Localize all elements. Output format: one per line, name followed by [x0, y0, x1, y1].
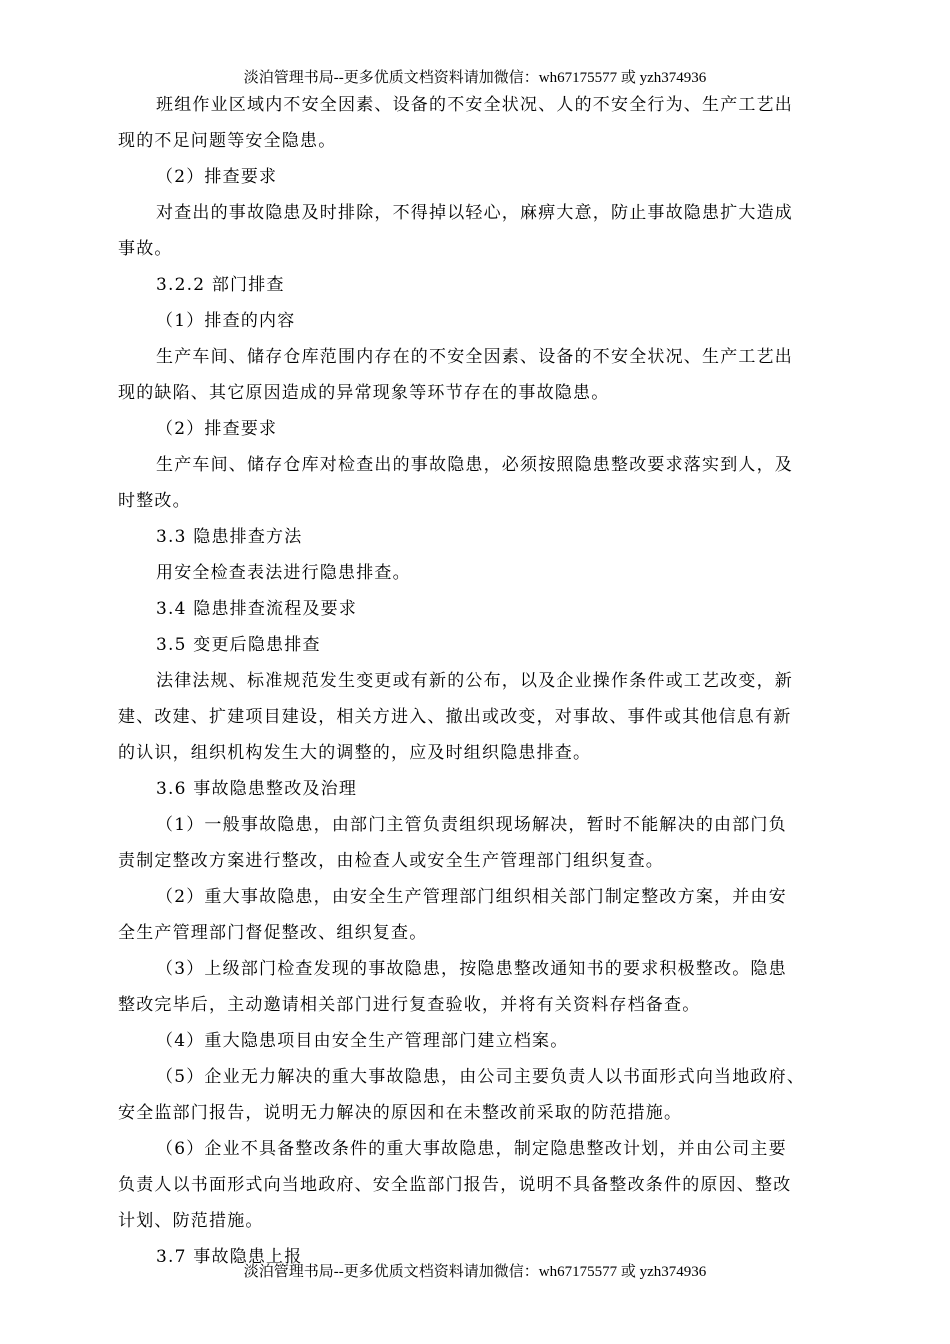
text-line: （2）重大事故隐患，由安全生产管理部门组织相关部门制定整改方案，并由安: [156, 887, 787, 907]
text-line: （4）重大隐患项目由安全生产管理部门建立档案。: [156, 1031, 569, 1051]
text-line: （5）企业无力解决的重大事故隐患，由公司主要负责人以书面形式向当地政府、: [156, 1067, 806, 1087]
text-line: （6）企业不具备整改条件的重大事故隐患，制定隐患整改计划，并由公司主要: [156, 1139, 787, 1159]
page-header-watermark: 淡泊管理书局--更多优质文档资料请加微信：wh67175577 或 yzh374936: [243, 70, 707, 86]
text-line: 负责人以书面形式向当地政府、安全监部门报告，说明不具备整改条件的原因、整改: [118, 1175, 792, 1195]
text-line: 安全监部门报告，说明无力解决的原因和在未整改前采取的防范措施。: [118, 1103, 683, 1123]
text-line: 现的不足问题等安全隐患。: [118, 131, 337, 151]
text-line: 法律法规、标准规范发生变更或有新的公布，以及企业操作条件或工艺改变，新: [156, 671, 793, 691]
text-line: 整改完毕后，主动邀请相关部门进行复查验收，并将有关资料存档备查。: [118, 995, 701, 1015]
text-line: 对查出的事故隐患及时排除，不得掉以轻心，麻痹大意，防止事故隐患扩大造成: [156, 203, 793, 223]
text-line: （3）上级部门检查发现的事故隐患，按隐患整改通知书的要求积极整改。隐患: [156, 959, 787, 979]
text-line: 全生产管理部门督促整改、组织复查。: [118, 923, 428, 943]
text-line: 用安全检查表法进行隐患排查。: [156, 563, 411, 583]
text-line: 3.4 隐患排查流程及要求: [156, 599, 358, 619]
text-line: 3.7 事故隐患上报: [156, 1247, 303, 1267]
text-line: （1）一般事故隐患，由部门主管负责组织现场解决，暂时不能解决的由部门负: [156, 815, 787, 835]
text-line: 计划、防范措施。: [118, 1211, 264, 1231]
document-body: [118, 87, 834, 1275]
text-line: （2）排查要求: [156, 419, 278, 439]
text-line: 的认识，组织机构发生大的调整的，应及时组织隐患排查。: [118, 743, 592, 763]
text-line: 班组作业区域内不安全因素、设备的不安全状况、人的不安全行为、生产工艺出: [156, 95, 793, 115]
text-line: （1）排查的内容: [156, 311, 296, 331]
page-footer-watermark: 淡泊管理书局--更多优质文档资料请加微信：wh67175577 或 yzh374936: [243, 1264, 707, 1280]
text-line: 建、改建、扩建项目建设，相关方进入、撤出或改变，对事故、事件或其他信息有新: [118, 707, 792, 727]
text-line: 事故。: [118, 239, 173, 259]
text-line: 生产车间、储存仓库对检查出的事故隐患，必须按照隐患整改要求落实到人，及: [156, 455, 793, 475]
text-line: 责制定整改方案进行整改，由检查人或安全生产管理部门组织复查。: [118, 851, 664, 871]
text-line: 时整改。: [118, 491, 191, 511]
text-line: （2）排查要求: [156, 167, 278, 187]
text-line: 3.2.2 部门排查: [156, 275, 285, 295]
text-line: 现的缺陷、其它原因造成的异常现象等环节存在的事故隐患。: [118, 383, 610, 403]
text-line: 3.3 隐患排查方法: [156, 527, 303, 547]
text-line: 3.5 变更后隐患排查: [156, 635, 321, 655]
text-line: 生产车间、储存仓库范围内存在的不安全因素、设备的不安全状况、生产工艺出: [156, 347, 793, 367]
text-line: 3.6 事故隐患整改及治理: [156, 779, 358, 799]
